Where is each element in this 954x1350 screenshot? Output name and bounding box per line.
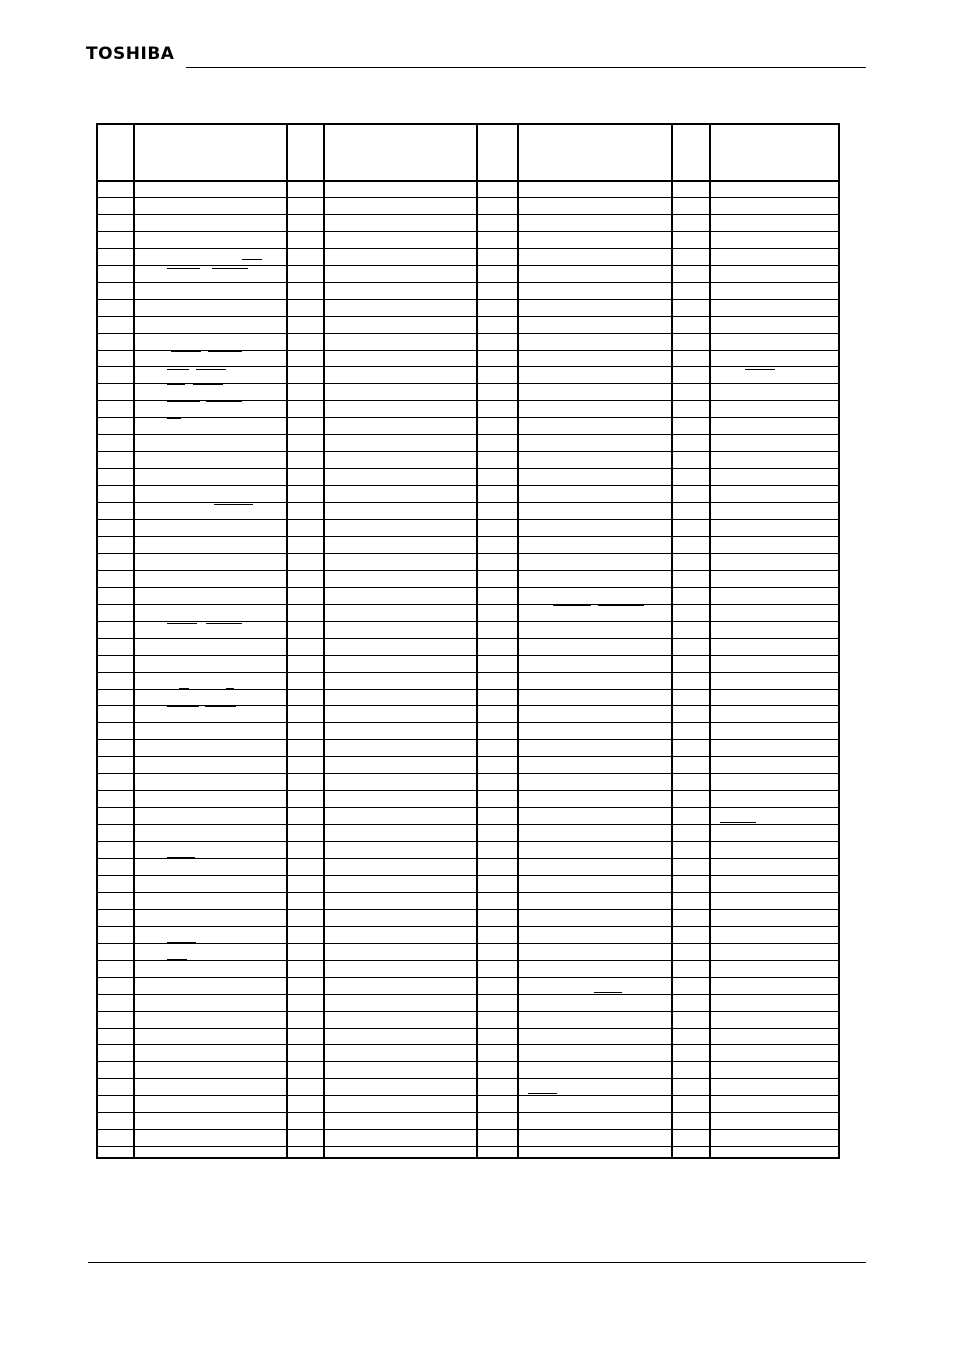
signal-overbar [167, 655, 197, 656]
signal-overbar [167, 401, 200, 402]
signal-overbar [171, 351, 201, 352]
signal-overbar [167, 942, 196, 943]
signal-overbar [594, 992, 622, 993]
table-border-left [96, 123, 98, 1159]
row-divider [96, 621, 840, 622]
row-divider [96, 1146, 840, 1147]
row-divider [96, 892, 840, 893]
signal-overbar [167, 418, 181, 419]
signal-overbar [206, 623, 242, 624]
signal-overbar [598, 605, 644, 606]
signal-overbar [226, 688, 234, 689]
row-divider [96, 502, 840, 503]
row-divider [96, 553, 840, 554]
signal-overbar [193, 384, 223, 385]
row-divider [96, 858, 840, 859]
row-divider [96, 282, 840, 283]
signal-overbar [212, 268, 248, 269]
row-divider [96, 926, 840, 927]
row-divider [96, 536, 840, 537]
row-divider [96, 773, 840, 774]
row-divider [96, 1095, 840, 1096]
signal-overbar [167, 706, 199, 707]
pin-assignment-table [96, 123, 840, 1159]
row-divider [96, 214, 840, 215]
row-divider [96, 790, 840, 791]
signal-overbar [553, 605, 591, 606]
signal-overbar [204, 655, 240, 656]
row-divider [96, 366, 840, 367]
signal-overbar [167, 369, 189, 370]
column-divider [323, 123, 325, 1159]
header-rule [186, 67, 866, 68]
row-divider [96, 994, 840, 995]
row-divider [96, 722, 840, 723]
row-divider [96, 265, 840, 266]
column-divider [709, 123, 711, 1159]
row-divider [96, 1044, 840, 1045]
row-divider [96, 977, 840, 978]
row-divider [96, 434, 840, 435]
row-divider [96, 1011, 840, 1012]
signal-overbar [242, 259, 262, 260]
signal-overbar [167, 638, 203, 639]
signal-overbar [167, 672, 183, 673]
row-divider [96, 248, 840, 249]
signal-overbar [720, 822, 756, 823]
row-divider [96, 638, 840, 639]
signal-overbar [167, 959, 187, 960]
toshiba-logo: TOSHIBA [86, 44, 175, 64]
row-divider [96, 468, 840, 469]
signal-overbar [745, 369, 775, 370]
signal-overbar [167, 623, 197, 624]
row-divider [96, 807, 840, 808]
header-divider [96, 180, 840, 182]
row-divider [96, 519, 840, 520]
row-divider [96, 1028, 840, 1029]
row-divider [96, 1112, 840, 1113]
column-divider [286, 123, 288, 1159]
row-divider [96, 739, 840, 740]
signal-overbar [231, 672, 263, 673]
row-divider [96, 824, 840, 825]
column-divider [133, 123, 135, 1159]
row-divider [96, 333, 840, 334]
table-border-bottom [96, 1157, 840, 1159]
signal-overbar [205, 706, 236, 707]
row-divider [96, 960, 840, 961]
row-divider [96, 570, 840, 571]
signal-overbar [208, 351, 242, 352]
signal-overbar [196, 369, 226, 370]
signal-overbar [195, 672, 225, 673]
row-divider [96, 197, 840, 198]
row-divider [96, 417, 840, 418]
table-border-top [96, 123, 840, 125]
row-divider [96, 1078, 840, 1079]
row-divider [96, 841, 840, 842]
row-divider [96, 316, 840, 317]
row-divider [96, 231, 840, 232]
table-border-right [838, 123, 840, 1159]
signal-overbar [214, 504, 253, 505]
signal-overbar [179, 688, 189, 689]
row-divider [96, 1061, 840, 1062]
row-divider [96, 299, 840, 300]
row-divider [96, 451, 840, 452]
row-divider [96, 943, 840, 944]
column-divider [671, 123, 673, 1159]
footer-rule [88, 1262, 866, 1263]
signal-overbar [167, 268, 200, 269]
row-divider [96, 909, 840, 910]
signal-overbar [167, 384, 185, 385]
row-divider [96, 485, 840, 486]
row-divider [96, 587, 840, 588]
row-divider [96, 756, 840, 757]
row-divider [96, 689, 840, 690]
signal-overbar [206, 401, 242, 402]
column-divider [517, 123, 519, 1159]
signal-overbar [167, 857, 195, 858]
signal-overbar [212, 638, 245, 639]
signal-overbar [528, 1093, 557, 1094]
column-divider [476, 123, 478, 1159]
row-divider [96, 875, 840, 876]
row-divider [96, 1129, 840, 1130]
row-divider [96, 604, 840, 605]
